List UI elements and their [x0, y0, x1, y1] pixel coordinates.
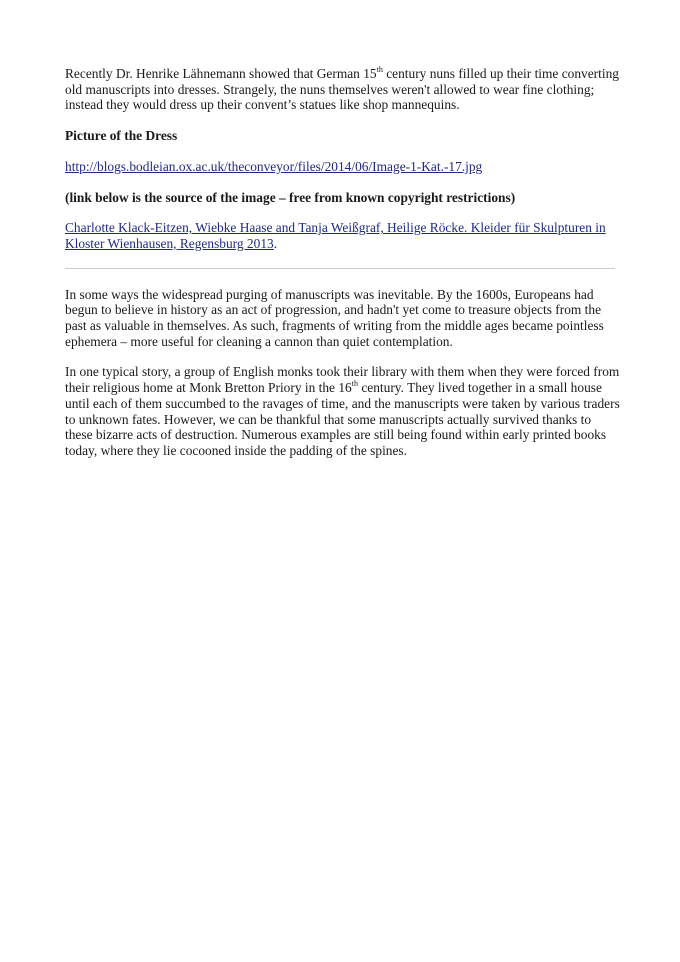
image-link[interactable]: http://blogs.bodleian.ox.ac.uk/theconveyor/files/2014/06/Image-1-Kat.-17.jpg	[65, 158, 483, 174]
section-heading: Picture of the Dress	[65, 128, 178, 144]
ordinal-superscript: th	[351, 378, 358, 388]
intro-paragraph	[65, 66, 620, 113]
document-page	[65, 66, 620, 459]
citation-line	[65, 220, 620, 251]
intro-text-start: Recently Dr. Henrike Lähnemann showed that German 15	[65, 66, 377, 81]
citation-period: .	[273, 235, 278, 251]
image-link-line	[65, 159, 620, 175]
body-paragraph-purging: In some ways the widespread purging of manuscripts was inevitable. By the 1600s, Europeans had begun to believe in history as an act of progression, and hadn't yet come to treasure objects from the past as valuable in themselves. As such, fragments of writing from the middle ages became pointless ephemera – more useful for cleaning a cannon than quiet contemplation.	[65, 286, 604, 349]
monks-text-start: In one typical story, a group of English monks took their library with them when they were forced from their religious home at Monk Bretton Priory in the 16	[65, 364, 620, 396]
intro-text-end: century nuns filled up their time converting old manuscripts into dresses. Strangely, the nuns themselves weren't allowed to wear fine clothing; instead they would dress up their convent’s statues like shop mannequins.	[65, 66, 619, 113]
body-paragraph-monks	[65, 364, 620, 458]
ordinal-superscript: th	[376, 64, 383, 74]
monks-text-end: century. They lived together in a small house until each of them succumbed to the ravages of time, and the manuscripts were taken by various traders to unknown fates. However, we can be thankful that some manuscripts actually survived thanks to these bizarre acts of destruction. Numerous examples are still being found within early printed books today, where they lie cocooned inside the padding of the spines.	[65, 380, 620, 458]
citation-link[interactable]: Charlotte Klack-Eitzen, Wiebke Haase and Tanja Weißgraf, Heilige Röcke. Kleider für Skulpturen in Kloster Wienhausen, Regensburg 2013	[65, 220, 606, 251]
source-note: (link below is the source of the image – free from known copyright restrictions)	[65, 189, 516, 205]
horizontal-divider	[65, 268, 615, 269]
